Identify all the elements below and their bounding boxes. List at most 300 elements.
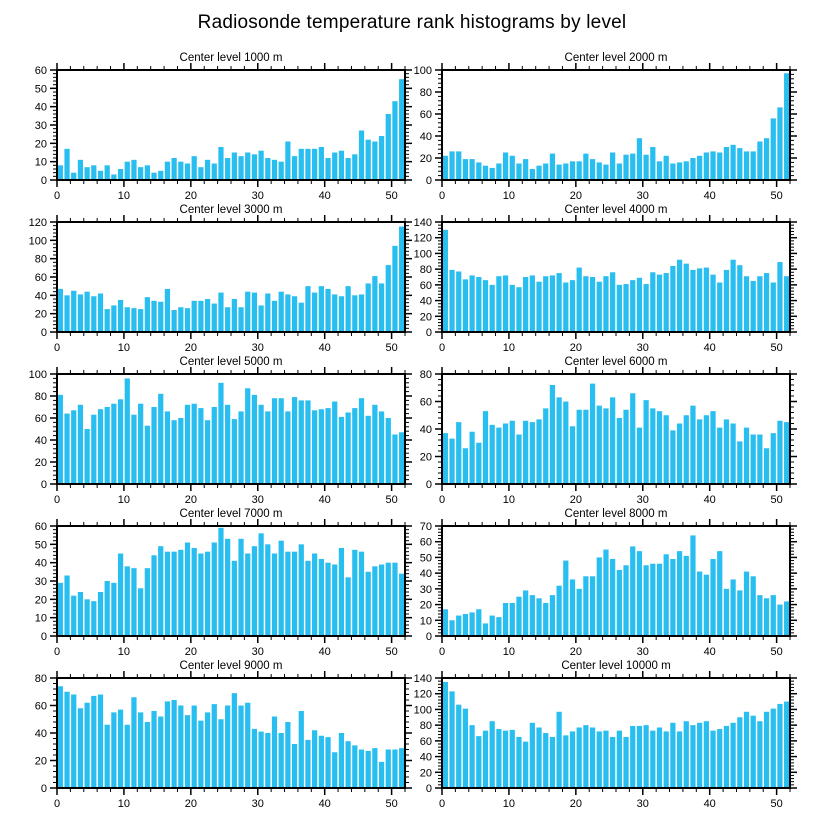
- bar: [138, 167, 143, 180]
- bar: [737, 441, 742, 484]
- bar: [557, 397, 562, 484]
- bar: [630, 546, 635, 636]
- bar: [366, 572, 371, 636]
- bar: [158, 394, 163, 484]
- bar: [145, 297, 150, 332]
- bar: [496, 729, 501, 788]
- axis-ticks: [435, 367, 797, 491]
- bar: [523, 277, 528, 332]
- bar: [325, 563, 330, 636]
- bar: [192, 706, 197, 789]
- bar: [490, 721, 495, 788]
- x-tick-label: 10: [502, 798, 516, 810]
- bar: [737, 265, 742, 332]
- y-tick-label: 100: [413, 65, 432, 77]
- bar: [185, 405, 190, 484]
- bar: [332, 402, 337, 485]
- bar: [456, 616, 461, 636]
- x-tick-label: 50: [385, 646, 398, 658]
- bar: [449, 151, 454, 180]
- bar: [751, 576, 756, 636]
- axis-ticks: [50, 519, 412, 643]
- bar: [292, 397, 297, 484]
- y-tick-label: 20: [34, 138, 47, 151]
- bar: [570, 280, 575, 332]
- bar: [470, 725, 475, 788]
- panel-title: Center level 10000 m: [561, 660, 671, 672]
- bar: [590, 277, 595, 332]
- x-tick-label: 10: [502, 342, 516, 354]
- x-tick-label: 0: [53, 494, 61, 506]
- histogram-svg-7000m: [0, 500, 412, 658]
- bar: [151, 407, 156, 484]
- bar: [771, 433, 776, 484]
- bar: [737, 717, 742, 788]
- bar: [483, 166, 488, 180]
- bar: [490, 616, 495, 636]
- bar: [751, 151, 756, 180]
- bar: [138, 309, 143, 332]
- bar: [503, 603, 508, 636]
- bar: [731, 424, 736, 485]
- bar: [690, 535, 695, 636]
- bar: [644, 725, 649, 788]
- bar: [577, 268, 582, 332]
- bar: [332, 565, 337, 637]
- bar: [449, 691, 454, 788]
- bar: [265, 544, 270, 636]
- bar: [657, 564, 662, 636]
- bar: [510, 603, 515, 636]
- bar: [232, 419, 237, 484]
- y-tick-label: 40: [419, 295, 432, 308]
- bar: [225, 405, 230, 484]
- bar: [71, 695, 76, 789]
- bar: [399, 432, 404, 484]
- bar: [238, 156, 243, 180]
- y-tick-label: 20: [419, 599, 432, 612]
- bar: [664, 156, 669, 180]
- bars-group: [58, 686, 405, 788]
- axis-ticks: [435, 671, 797, 795]
- bar: [392, 101, 397, 180]
- bar: [717, 551, 722, 636]
- bar: [272, 717, 277, 789]
- bar: [352, 295, 357, 332]
- bar: [232, 693, 237, 788]
- y-tick-label: 100: [28, 369, 47, 381]
- bar: [597, 731, 602, 788]
- x-tick-label: 20: [569, 342, 582, 354]
- bar: [664, 273, 669, 332]
- bar: [764, 138, 769, 180]
- y-tick-label: 0: [40, 175, 47, 187]
- bar: [617, 164, 622, 181]
- y-tick-label: 80: [419, 264, 432, 277]
- bar: [265, 411, 270, 484]
- bar: [550, 737, 555, 788]
- x-tick-label: 20: [184, 646, 197, 658]
- bar: [305, 561, 310, 636]
- y-tick-label: 80: [34, 673, 47, 685]
- y-tick-label: 60: [419, 109, 432, 121]
- bar: [105, 309, 110, 332]
- bar: [590, 384, 595, 484]
- bar: [523, 742, 528, 788]
- histogram-panel-8000m: [412, 500, 824, 658]
- bar: [777, 262, 782, 332]
- bar: [118, 710, 123, 788]
- bar: [610, 737, 615, 788]
- bar: [292, 552, 297, 636]
- bar: [449, 439, 454, 484]
- bar: [205, 420, 210, 484]
- bar: [192, 156, 197, 180]
- bar: [372, 748, 377, 788]
- bar: [138, 404, 143, 484]
- y-tick-label: 40: [419, 131, 432, 143]
- bar: [145, 165, 150, 180]
- bar: [623, 410, 628, 484]
- bar: [259, 533, 264, 636]
- bar: [332, 153, 337, 181]
- bar: [697, 268, 702, 332]
- bar: [670, 266, 675, 332]
- bar: [91, 696, 96, 788]
- bar: [731, 145, 736, 180]
- bar: [536, 598, 541, 636]
- bar: [536, 728, 541, 789]
- bar: [339, 548, 344, 636]
- bar: [78, 708, 83, 788]
- x-tick-label: 0: [53, 342, 61, 354]
- y-tick-label: 40: [34, 101, 47, 114]
- bar: [496, 164, 501, 181]
- bar: [292, 156, 297, 180]
- bar: [757, 276, 762, 332]
- bar: [570, 426, 575, 484]
- bar: [372, 405, 377, 484]
- bar: [644, 565, 649, 636]
- x-tick-label: 10: [117, 646, 131, 658]
- bar: [449, 270, 454, 332]
- bar: [165, 162, 170, 180]
- bar: [724, 726, 729, 788]
- bar: [610, 272, 615, 332]
- bar: [443, 682, 448, 788]
- bar: [496, 428, 501, 484]
- x-tick-label: 10: [117, 798, 131, 810]
- bars-group: [443, 535, 790, 636]
- bars-group: [58, 79, 405, 180]
- bar: [305, 286, 310, 332]
- bar: [476, 443, 481, 484]
- bar: [557, 165, 562, 180]
- bar: [85, 703, 90, 788]
- bar: [319, 409, 324, 484]
- x-tick-label: 0: [53, 190, 61, 202]
- bar: [312, 554, 317, 637]
- y-tick-label: 10: [34, 156, 47, 169]
- bar: [118, 554, 123, 637]
- bar: [111, 404, 116, 484]
- bar: [650, 564, 655, 636]
- x-tick-label: 20: [569, 646, 582, 658]
- x-tick-label: 50: [770, 190, 783, 202]
- bar: [125, 162, 130, 180]
- bar: [496, 276, 501, 332]
- y-tick-label: 20: [419, 451, 432, 464]
- bar: [536, 419, 541, 484]
- x-tick-label: 0: [438, 190, 446, 202]
- bar: [751, 435, 756, 485]
- bar: [577, 161, 582, 180]
- bar: [764, 273, 769, 332]
- bar: [590, 728, 595, 789]
- bar: [366, 283, 371, 332]
- bar: [483, 731, 488, 788]
- bar: [205, 299, 210, 332]
- bar: [98, 294, 103, 333]
- bar: [456, 272, 461, 333]
- bar: [352, 550, 357, 636]
- bar: [623, 565, 628, 636]
- bar: [536, 166, 541, 180]
- bar: [299, 303, 304, 332]
- bar: [543, 164, 548, 181]
- x-tick-label: 0: [438, 646, 446, 658]
- bar: [563, 164, 568, 181]
- bar: [543, 603, 548, 636]
- bar: [710, 731, 715, 788]
- bar: [346, 577, 351, 636]
- bar: [590, 576, 595, 636]
- bar: [58, 686, 63, 788]
- panel-title: Center level 7000 m: [179, 508, 283, 520]
- y-tick-label: 10: [419, 615, 432, 628]
- x-tick-label: 30: [636, 342, 649, 354]
- bar: [359, 294, 364, 332]
- bar: [212, 407, 217, 484]
- bar: [165, 411, 170, 484]
- bar: [399, 574, 404, 636]
- bar: [476, 736, 481, 788]
- bar: [218, 383, 223, 484]
- bar: [550, 595, 555, 636]
- bar: [111, 305, 116, 332]
- bar: [285, 411, 290, 484]
- y-tick-label: 120: [413, 232, 432, 245]
- bar: [650, 147, 655, 180]
- bar: [657, 728, 662, 789]
- bar: [325, 737, 330, 788]
- bar: [650, 731, 655, 788]
- bar: [399, 79, 404, 180]
- bar: [225, 539, 230, 636]
- axis-ticks: [50, 367, 412, 491]
- bar: [71, 173, 76, 180]
- bar: [372, 276, 377, 332]
- axis-ticks: [435, 215, 797, 339]
- bar: [744, 712, 749, 788]
- bar: [617, 285, 622, 332]
- bar: [198, 554, 203, 637]
- y-tick-label: 0: [425, 327, 432, 339]
- bar: [151, 711, 156, 788]
- bar: [319, 736, 324, 788]
- bar: [285, 142, 290, 181]
- y-tick-label: 80: [34, 391, 47, 403]
- bar: [332, 294, 337, 332]
- bar: [225, 307, 230, 332]
- bar: [597, 557, 602, 636]
- x-tick-label: 10: [502, 646, 516, 658]
- bar: [764, 598, 769, 636]
- bar: [185, 715, 190, 788]
- bar: [392, 246, 397, 332]
- bar: [386, 265, 391, 332]
- bar: [212, 304, 217, 332]
- bar: [630, 726, 635, 788]
- bar: [352, 408, 357, 484]
- histogram-panel-2000m: [412, 44, 824, 202]
- y-tick-label: 0: [425, 175, 432, 187]
- bar: [717, 153, 722, 181]
- bar: [386, 114, 391, 180]
- bar: [771, 283, 776, 333]
- x-tick-label: 50: [385, 798, 398, 810]
- bar: [339, 151, 344, 180]
- bar: [657, 161, 662, 180]
- bar: [305, 400, 310, 484]
- bar: [490, 425, 495, 484]
- x-tick-label: 10: [117, 342, 131, 354]
- bar: [664, 415, 669, 484]
- bar: [603, 731, 608, 788]
- histogram-svg-6000m: [412, 348, 824, 506]
- bar: [125, 307, 130, 332]
- bar: [677, 424, 682, 485]
- bar: [510, 730, 515, 788]
- bar: [684, 161, 689, 180]
- y-tick-label: 30: [419, 583, 432, 596]
- bar: [299, 149, 304, 180]
- bar: [724, 589, 729, 636]
- bar: [212, 164, 217, 181]
- bar: [178, 706, 183, 789]
- y-tick-label: 50: [34, 83, 47, 96]
- y-tick-label: 0: [425, 479, 432, 491]
- bar: [218, 528, 223, 636]
- bar: [470, 275, 475, 332]
- y-tick-label: 0: [40, 783, 47, 795]
- y-tick-label: 60: [34, 272, 47, 284]
- bar: [516, 287, 521, 332]
- x-tick-label: 30: [251, 646, 264, 658]
- bar: [557, 586, 562, 636]
- bar: [105, 725, 110, 788]
- bar: [312, 730, 317, 788]
- bar: [332, 752, 337, 788]
- bar: [630, 280, 635, 332]
- bar: [577, 728, 582, 789]
- bar: [637, 278, 642, 332]
- bar: [379, 565, 384, 637]
- y-tick-label: 50: [419, 552, 432, 565]
- figure-title: Radiosonde temperature rank histograms by level: [197, 12, 627, 33]
- x-tick-label: 20: [569, 494, 582, 506]
- bar: [325, 289, 330, 332]
- bar: [172, 158, 177, 180]
- bar: [379, 411, 384, 484]
- x-tick-label: 20: [569, 798, 582, 810]
- bar: [131, 308, 136, 332]
- bar: [637, 726, 642, 788]
- histogram-grid: [0, 44, 824, 810]
- bar: [285, 294, 290, 332]
- x-tick-label: 10: [502, 190, 516, 202]
- bar: [771, 118, 776, 180]
- bar: [650, 272, 655, 332]
- bar: [704, 153, 709, 181]
- bar: [470, 432, 475, 484]
- bar: [272, 554, 277, 637]
- bar: [205, 160, 210, 180]
- bar: [85, 599, 90, 636]
- bar: [399, 227, 404, 332]
- y-tick-label: 80: [34, 253, 47, 266]
- bar: [379, 283, 384, 332]
- bar: [118, 300, 123, 332]
- bar: [71, 291, 76, 332]
- bar: [131, 568, 136, 636]
- bar: [583, 725, 588, 788]
- bar: [610, 153, 615, 181]
- bar: [704, 721, 709, 788]
- histogram-panel-4000m: [412, 196, 824, 354]
- bar: [372, 142, 377, 181]
- bar: [630, 393, 635, 484]
- bar: [259, 732, 264, 788]
- x-tick-label: 40: [318, 798, 331, 810]
- bar: [530, 595, 535, 636]
- histogram-svg-1000m: [0, 44, 412, 202]
- bar: [71, 410, 76, 484]
- panel-title: Center level 5000 m: [179, 356, 283, 368]
- bar: [570, 161, 575, 180]
- y-tick-label: 40: [34, 435, 47, 447]
- bar: [637, 551, 642, 636]
- bar: [232, 153, 237, 181]
- bar: [577, 410, 582, 484]
- bar: [218, 147, 223, 180]
- bar: [252, 293, 257, 332]
- panel-title: Center level 2000 m: [564, 52, 668, 64]
- bar: [710, 151, 715, 180]
- bar: [757, 721, 762, 788]
- bar: [697, 156, 702, 180]
- bar: [777, 704, 782, 788]
- bar: [597, 406, 602, 484]
- bar: [58, 165, 63, 180]
- bar: [463, 159, 468, 180]
- panel-title: Center level 4000 m: [564, 204, 668, 216]
- bar: [523, 421, 528, 484]
- bar: [165, 701, 170, 788]
- x-tick-label: 40: [703, 494, 716, 506]
- bar: [717, 428, 722, 484]
- bar: [684, 415, 689, 484]
